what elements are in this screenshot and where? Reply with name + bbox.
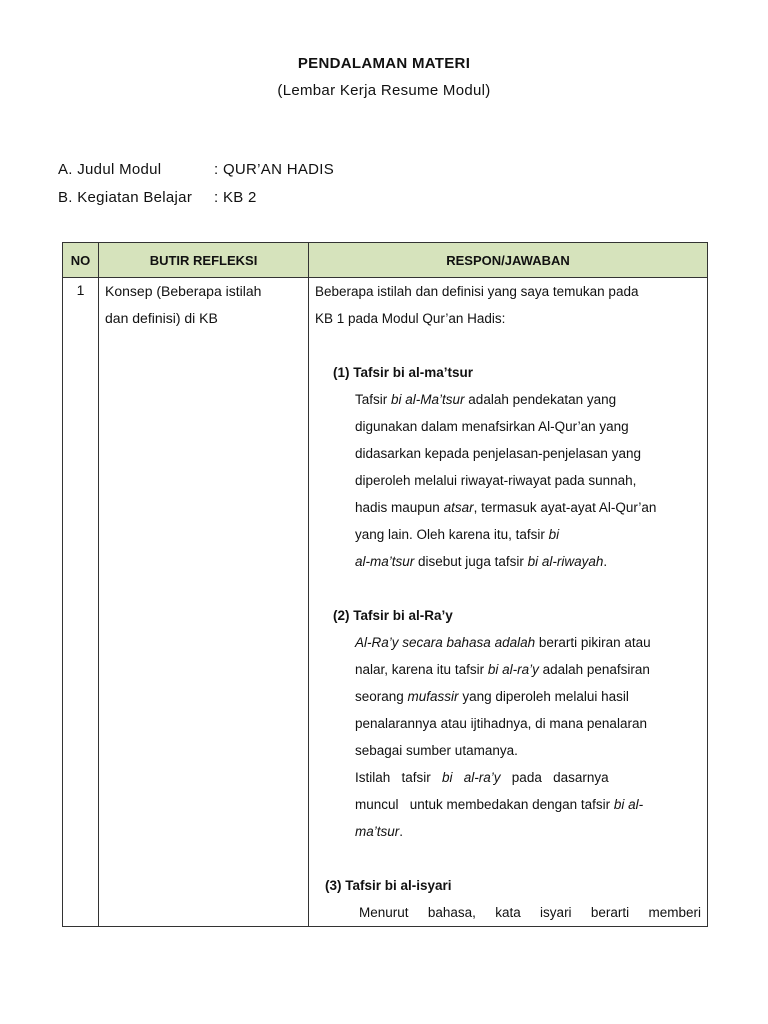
section-heading-tafsir-bil-matsur: (1) Tafsir bi al-ma’tsur [333, 365, 474, 380]
paragraph-line: Menurut bahasa, kata isyari berarti memberi [359, 905, 701, 920]
paragraph-line: Istilah tafsir bi al-ra’y pada dasarnya [355, 770, 609, 785]
paragraph-line: penalarannya atau ijtihadnya, di mana penalaran [355, 716, 647, 731]
learning-activity-value: KB 2 [222, 189, 257, 206]
paragraph-line: yang lain. Oleh karena itu, tafsir bi [355, 527, 560, 542]
paragraph-line: ma’tsur. [355, 824, 404, 839]
learning-activity-row [58, 189, 257, 206]
table-row [63, 278, 708, 927]
paragraph-line: seorang mufassir yang diperoleh melalui hasil [355, 689, 629, 704]
paragraph-line: Al-Ra’y secara bahasa adalah berarti pikiran atau [355, 635, 651, 650]
reflection-table [62, 242, 708, 927]
paragraph-line: sebagai sumber utamanya. [355, 743, 518, 758]
reflection-item [99, 278, 309, 927]
table-header-row [63, 243, 708, 278]
module-title-row [58, 161, 334, 178]
module-title-separator: : [214, 161, 219, 178]
header-respon-jawaban: RESPON/JAWABAN [309, 243, 708, 278]
reflection-item-line: Konsep (Beberapa istilah [105, 283, 262, 299]
row-number: 1 [63, 278, 99, 927]
learning-activity-label: B. Kegiatan Belajar [58, 189, 193, 206]
learning-activity-separator: : [214, 189, 219, 206]
intro-line: Beberapa istilah dan definisi yang saya temukan pada [315, 284, 639, 299]
module-title-value: QUR’AN HADIS [222, 161, 335, 178]
paragraph-line: Tafsir bi al-Ma’tsur adalah pendekatan yang [355, 392, 617, 407]
header-butir-refleksi: BUTIR REFLEKSI [99, 243, 309, 278]
section-heading-tafsir-bil-isyari: (3) Tafsir bi al-isyari [325, 878, 452, 893]
module-title-label: A. Judul Modul [58, 161, 162, 178]
section-heading-tafsir-bil-ray: (2) Tafsir bi al-Ra’y [333, 608, 453, 623]
paragraph-line: nalar, karena itu tafsir bi al-ra’y adalah penafsiran [355, 662, 650, 677]
document-subtitle: (Lembar Kerja Resume Modul) [277, 82, 491, 99]
paragraph-line: didasarkan kepada penjelasan-penjelasan yang [355, 446, 641, 461]
document-title: PENDALAMAN MATERI [297, 55, 471, 72]
intro-line: KB 1 pada Modul Qur’an Hadis: [315, 311, 506, 326]
paragraph-line: muncul untuk membedakan dengan tafsir bi al- [355, 797, 644, 812]
header-no: NO [63, 243, 99, 278]
reflection-item-line: dan definisi) di KB [105, 310, 218, 326]
paragraph-line: diperoleh melalui riwayat-riwayat pada sunnah, [355, 473, 637, 488]
response-cell [309, 278, 708, 927]
paragraph-line: digunakan dalam menafsirkan Al-Qur’an yang [355, 419, 629, 434]
paragraph-line: al-ma’tsur disebut juga tafsir bi al-riwayah. [355, 554, 608, 569]
paragraph-line: hadis maupun atsar, termasuk ayat-ayat Al-Qur’an [355, 500, 657, 515]
